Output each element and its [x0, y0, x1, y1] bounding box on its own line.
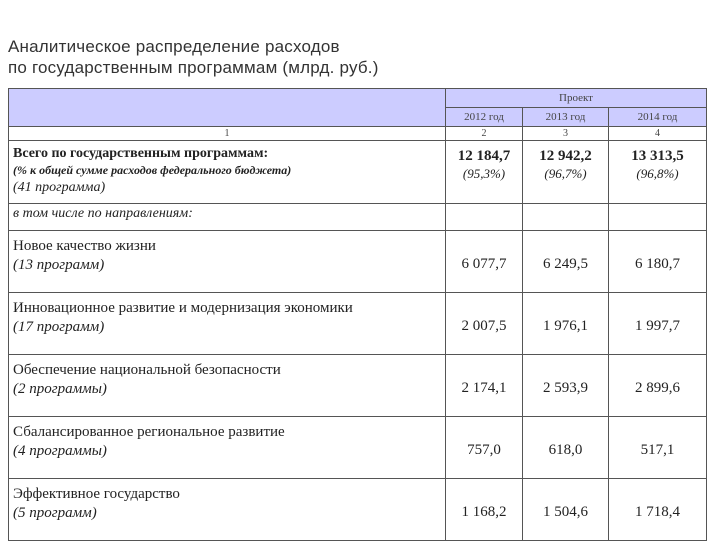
table-row: [9, 231, 707, 293]
value-2012: 6 077,7: [446, 231, 523, 293]
column-number: 2: [446, 127, 523, 141]
total-label-cell: [9, 141, 446, 204]
year-header-2012: 2012 год: [446, 108, 523, 127]
table-row: [9, 293, 707, 355]
column-number: 1: [9, 127, 446, 141]
column-number: 3: [523, 127, 609, 141]
program-count: (5 программ): [13, 505, 97, 521]
total-2014-cell: [609, 141, 707, 204]
total-percent: (96,7%): [544, 166, 587, 181]
value-2013: 2 593,9: [523, 355, 609, 417]
value-2013: 618,0: [523, 417, 609, 479]
table-row: [9, 355, 707, 417]
value-2014: 6 180,7: [609, 231, 707, 293]
value-2013: 6 249,5: [523, 231, 609, 293]
total-row: [9, 141, 707, 204]
empty-cell: [446, 204, 523, 231]
program-name: Обеспечение национальной безопасности: [13, 362, 281, 378]
total-value: 12 184,7: [457, 148, 511, 164]
program-count: (2 программы): [13, 381, 107, 397]
program-label-cell: [9, 479, 446, 541]
total-2013-cell: [523, 141, 609, 204]
title-line-2: по государственным программам (млрд. руб.): [8, 58, 379, 77]
total-share-note: (% к общей сумме расходов федерального бюджета): [13, 163, 292, 177]
total-program-count: (41 программа): [13, 180, 106, 195]
column-number: 4: [609, 127, 707, 141]
subheading-text: в том числе по направлениям:: [9, 204, 446, 231]
value-2014: 517,1: [609, 417, 707, 479]
column-numbers-row: [9, 127, 707, 141]
program-name: Сбалансированное региональное развитие: [13, 424, 285, 440]
total-value: 12 942,2: [539, 148, 592, 164]
table-row: [9, 417, 707, 479]
table-row: [9, 479, 707, 541]
total-title: Всего по государственным программам:: [13, 146, 269, 161]
empty-cell: [609, 204, 707, 231]
empty-cell: [523, 204, 609, 231]
header-blank-cell: [9, 89, 446, 127]
program-label-cell: [9, 231, 446, 293]
slide-title: [8, 36, 708, 78]
program-count: (17 программ): [13, 319, 105, 335]
program-count: (13 программ): [13, 257, 105, 273]
total-value: 13 313,5: [631, 148, 684, 164]
program-name: Эффективное государство: [13, 486, 180, 502]
value-2014: 1 718,4: [609, 479, 707, 541]
subheading-row: [9, 204, 707, 231]
program-label-cell: [9, 355, 446, 417]
value-2014: 1 997,7: [609, 293, 707, 355]
value-2014: 2 899,6: [609, 355, 707, 417]
program-label-cell: [9, 417, 446, 479]
year-header-2014: 2014 год: [609, 108, 707, 127]
value-2013: 1 976,1: [523, 293, 609, 355]
header-project-row: [9, 89, 707, 108]
total-2012-cell: [446, 141, 523, 204]
value-2012: 757,0: [446, 417, 523, 479]
expenditure-table: [8, 88, 707, 541]
program-label-cell: [9, 293, 446, 355]
value-2013: 1 504,6: [523, 479, 609, 541]
total-percent: (95,3%): [462, 166, 506, 181]
program-name: Инновационное развитие и модернизация экономики: [13, 300, 353, 316]
project-header: Проект: [446, 89, 707, 108]
total-percent: (96,8%): [636, 166, 679, 181]
value-2012: 2 174,1: [446, 355, 523, 417]
value-2012: 1 168,2: [446, 479, 523, 541]
title-line-1: Аналитическое распределение расходов: [8, 37, 340, 56]
value-2012: 2 007,5: [446, 293, 523, 355]
program-count: (4 программы): [13, 443, 107, 459]
year-header-2013: 2013 год: [523, 108, 609, 127]
program-name: Новое качество жизни: [13, 238, 156, 254]
